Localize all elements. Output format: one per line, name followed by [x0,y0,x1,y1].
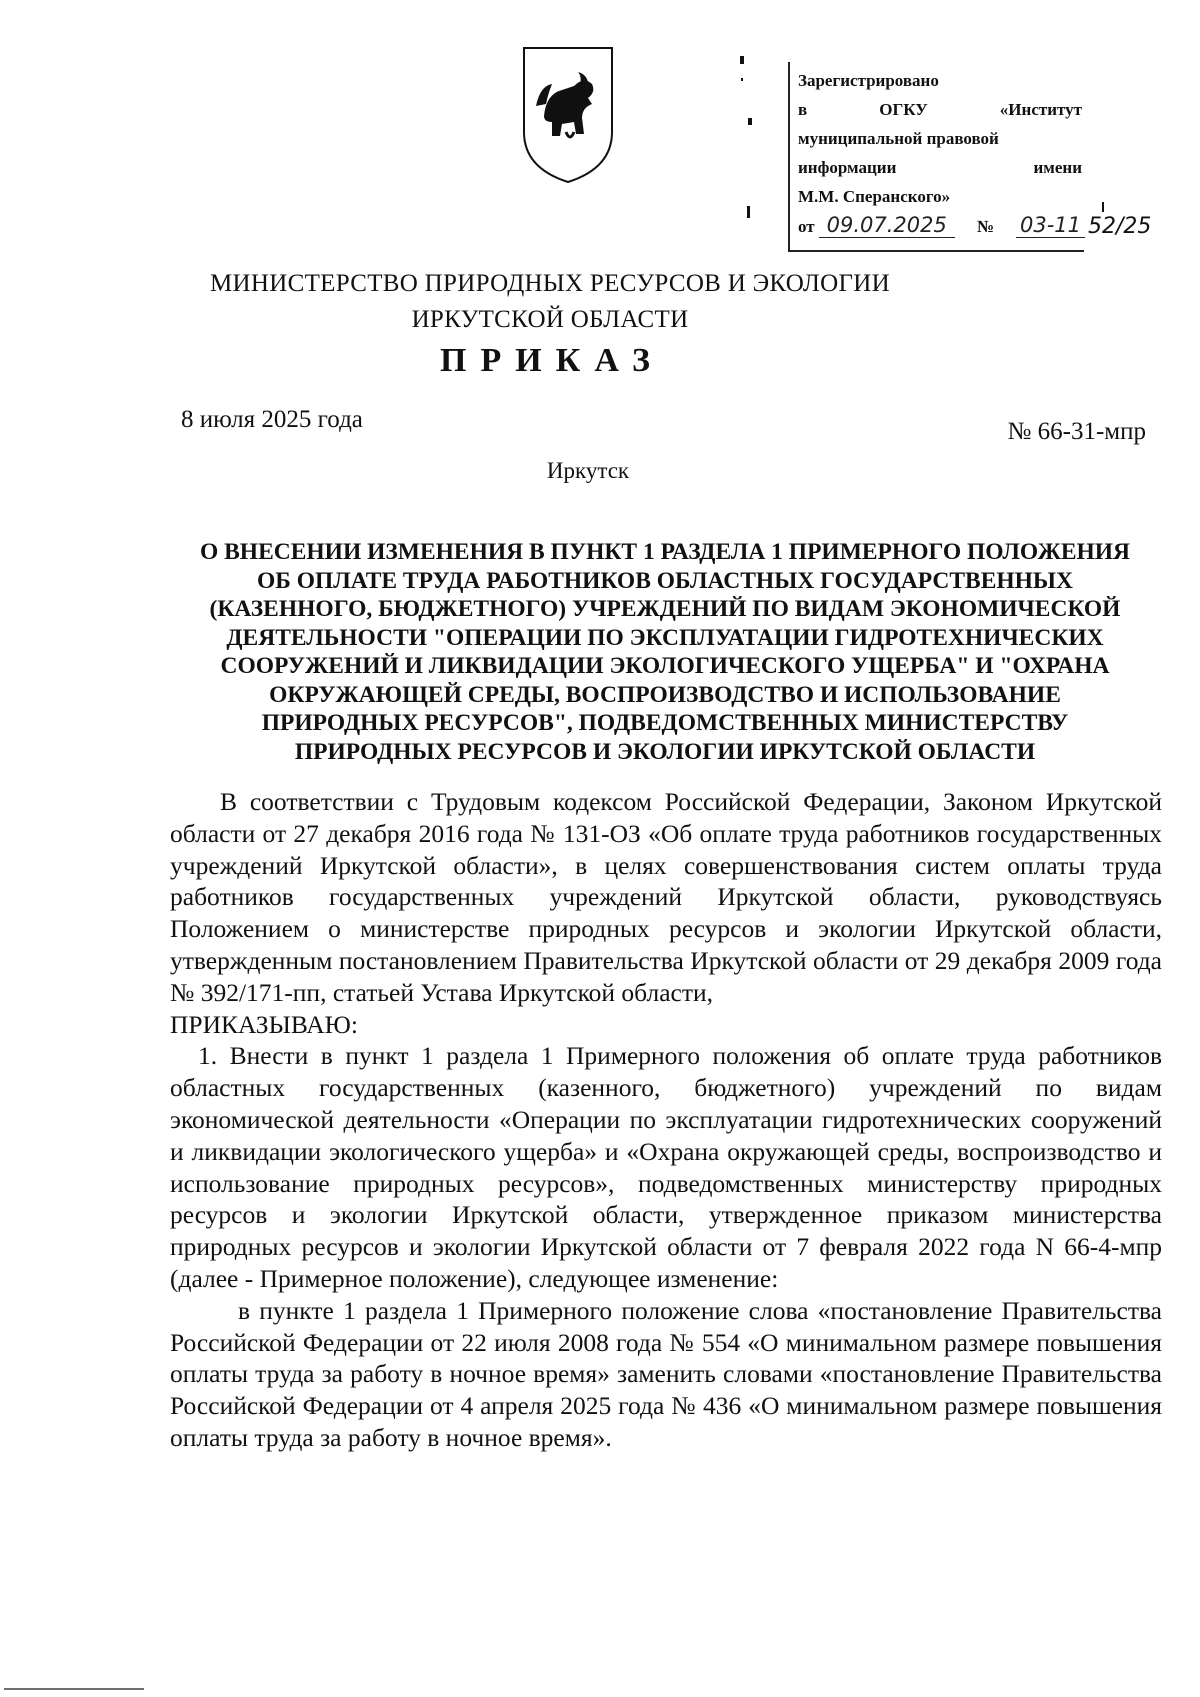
stamp-num-tail: 52/25 [1088,214,1152,239]
stamp-word: информации [798,158,897,177]
ministry-name [0,266,1200,338]
stamp-word: в [798,100,808,119]
stamp-word: ОГКУ [879,100,928,119]
order-city: Иркутск [546,458,630,483]
stamp-num-prefix: № [976,217,994,236]
stamp-reg-line [798,211,1084,241]
heading-line: СООРУЖЕНИЙ И ЛИКВИДАЦИИ ЭКОЛОГИЧЕСКОГО УЩЕРБА" И "ОХРАНА [220,653,1110,679]
scan-mark [748,118,752,125]
stamp-date-prefix: от [798,217,815,236]
scan-mark [1102,202,1104,212]
item-1-paragraph: 1. Внести в пункт 1 раздела 1 Примерного положения об оплате труда работников областных государственных (казенного, бюджетного) учреждений по видам экономической деятельности «Операции по эксплуатации гидротехнических сооружений и ликвидации экологического ущерба» и «Охрана окружающей среды, воспроизводство и использование природных ресурсов», подведомственных министерству природных ресурсов и экологии Иркутской области, утвержденное приказом министерства природных ресурсов и экологии Иркутской области от 7 февраля 2022 года N 66-4-мпр (далее - Примерное положение), следующее изменение: [170,1041,1162,1293]
preamble-paragraph: В соответствии с Трудовым кодексом Российской Федерации, Законом Иркутской области от 27 декабря 2016 года № 131-ОЗ «Об оплате труда работников государственных учреждений Иркутской области», в целях совершенствования систем оплаты труда работников государственных учреждений Иркутской области, руководствуясь Положением о министерстве природных ресурсов и экологии Иркутской области, утвержденным постановлением Правительства Иркутской области от 29 декабря 2009 года № 392/171-пп, статьей Устава Иркутской области, [170,787,1162,1007]
stamp-word: имени [1033,158,1082,177]
stamp-word: «Институт [999,100,1082,119]
stamp-line [798,95,1082,124]
scan-mark [4,1688,144,1690]
ministry-line: МИНИСТЕРСТВО ПРИРОДНЫХ РЕСУРСОВ И ЭКОЛОГИИ [210,270,890,297]
heading-line: ОКРУЖАЮЩЕЙ СРЕДЫ, ВОСПРОИЗВОДСТВО И ИСПОЛЬЗОВАНИЕ [269,681,1061,708]
ministry-line: ИРКУТСКОЙ ОБЛАСТИ [411,306,689,333]
order-word: ПРИКАЗЫВАЮ: [170,1009,358,1039]
item-1-sub-paragraph: в пункте 1 раздела 1 Примерного положение слова «постановление Правительства Российской Федерации от 22 июля 2008 года № 554 «О минимальном размере повышения оплаты труда за работу в ночное время» заменить словами «постановление Правительства Российской Федерации от 4 апреля 2025 года № 436 «О минимальном размере повышения оплаты труда за работу в ночное время». [170,1295,1162,1452]
document-body [170,786,1162,1454]
registration-stamp [788,62,1084,252]
stamp-num-value: 03-11 [1016,213,1085,238]
stamp-line: М.М. Сперанского» [798,187,951,206]
heading-line: ПРИРОДНЫХ РЕСУРСОВ", ПОДВЕДОМСТВЕННЫХ МИНИСТЕРСТВУ [261,710,1069,736]
document-heading [170,538,1160,766]
order-date: 8 июля 2025 года [181,406,363,433]
scan-mark [747,206,750,218]
document-type: ПРИКАЗ [440,342,664,379]
heading-line: ПРИРОДНЫХ РЕСУРСОВ И ЭКОЛОГИИ ИРКУТСКОЙ ОБЛАСТИ [294,738,1036,765]
heading-line: ДЕЯТЕЛЬНОСТИ "ОПЕРАЦИИ ПО ЭКСПЛУАТАЦИИ ГИДРОТЕХНИЧЕСКИХ [226,624,1104,651]
coat-of-arms-icon [522,46,614,184]
heading-line: ОБ ОПЛАТЕ ТРУДА РАБОТНИКОВ ОБЛАСТНЫХ ГОСУДАРСТВЕННЫХ [257,567,1073,594]
scan-mark [740,56,744,64]
heading-line: О ВНЕСЕНИИ ИЗМЕНЕНИЯ В ПУНКТ 1 РАЗДЕЛА 1 ПРИМЕРНОГО ПОЛОЖЕНИЯ [199,539,1131,565]
stamp-line: Зарегистрировано [798,71,939,90]
stamp-line: муниципальной правовой [798,129,999,148]
order-number: № 66-31-мпр [1007,418,1146,445]
stamp-date-value: 09.07.2025 [819,213,955,238]
scan-mark [741,78,743,81]
stamp-line [798,153,1082,182]
heading-line: (КАЗЕННОГО, БЮДЖЕТНОГО) УЧРЕЖДЕНИЙ ПО ВИДАМ ЭКОНОМИЧЕСКОЙ [209,596,1121,622]
